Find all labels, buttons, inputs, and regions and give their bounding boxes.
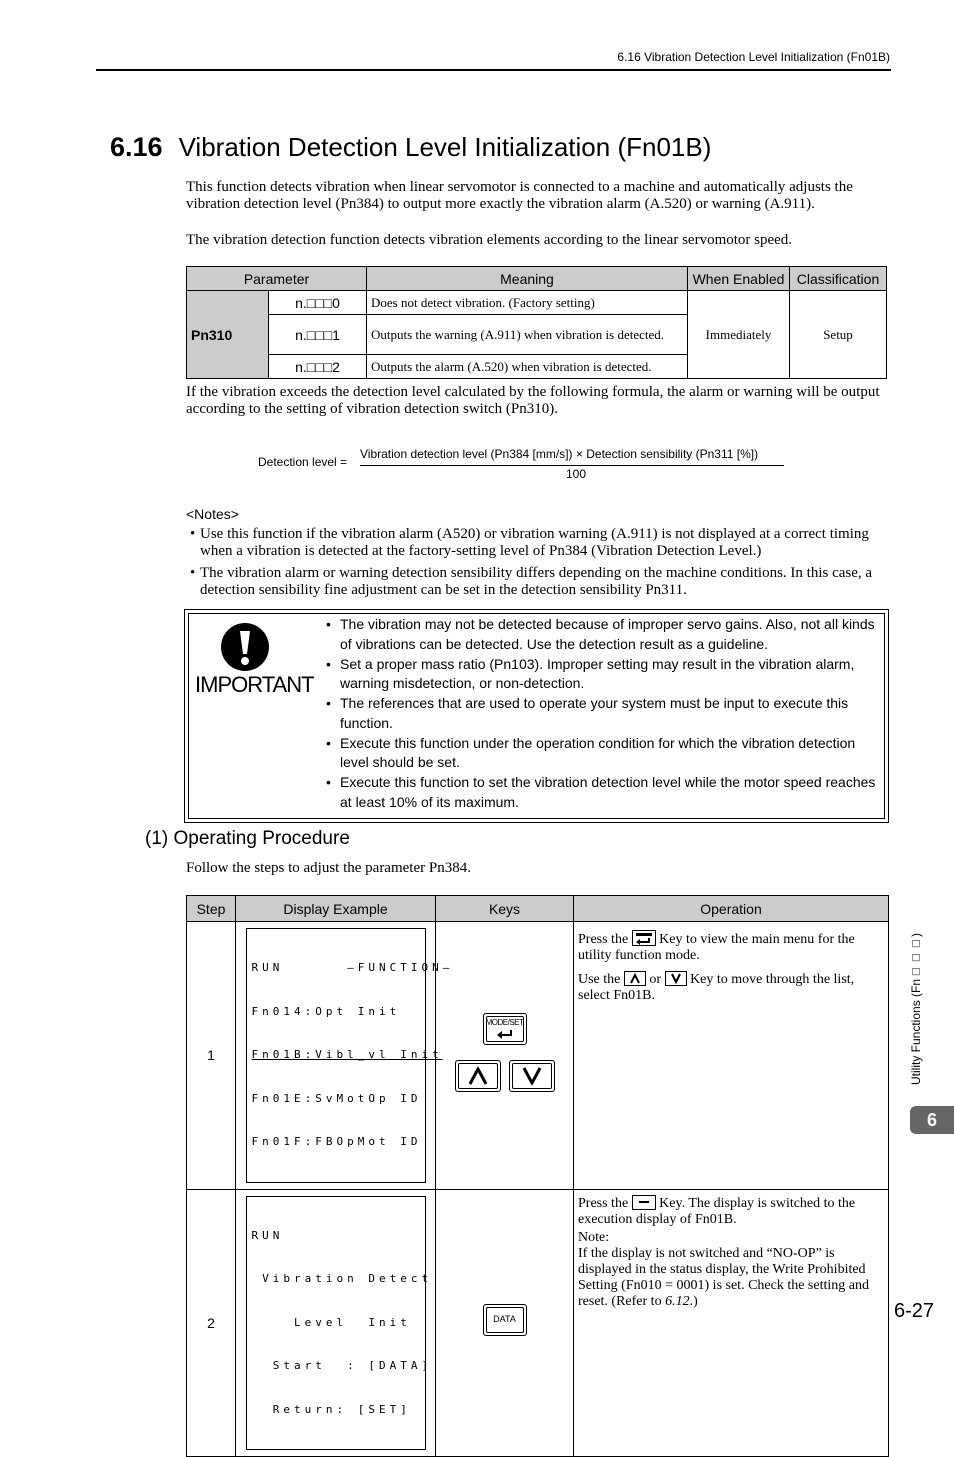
intro-paragraph: This function detects vibration when linear servomotor is connected to a machine and automatically adjusts the vibration detection level (Pn384) to output more exactly the vibration alarm (A.520) or warning (A.911). [186,179,853,212]
lcd-display [246,928,454,1183]
display-cell [236,922,454,1190]
important-item-text: Execute this function under the operation condition for which the vibration detection level should be set. [340,734,856,770]
procedure-table [186,895,889,1457]
section-title [110,132,711,163]
important-item-text: Set a proper mass ratio (Pn103). Improper setting may result in the vibration alarm, warning misdetection, or non-detection. [340,655,855,691]
chapter-tab: 6 [910,1106,954,1134]
section-number: 6.16 [110,132,163,162]
operation-text-part: Press the [578,1195,629,1211]
important-item-text: The vibration may not be detected because of improper servo gains. Also, not all kinds of vibrations can be detected. Use the detection result as a guideline. [340,616,875,652]
operation-text [578,1195,884,1228]
bullet-icon: • [326,655,331,672]
table-row [187,922,889,1190]
bullet-icon: • [326,734,331,751]
lcd-line: RUN [251,1228,284,1242]
return-arrow-icon [496,1029,514,1039]
notes-item [190,565,890,599]
operation-cell [574,1189,889,1457]
lcd-line: RUN –FUNCTION– [251,961,454,974]
header-keys: Keys [436,896,574,922]
operation-text [578,971,884,1004]
parameter-table [186,266,887,379]
notes-heading: <Notes> [186,506,239,522]
data-key[interactable] [483,1304,527,1336]
after-table-paragraph: If the vibration exceeds the detection level calculated by the following formula, the alarm or warning will be output according to the setting of vibration detection switch (Pn310). [186,384,880,417]
down-key-icon [665,971,687,986]
important-item [326,773,876,812]
header-parameter: Parameter [187,267,367,291]
operation-text-part: Use the [578,972,621,987]
important-box [184,609,889,823]
table-row [187,1189,889,1457]
keys-cell [436,922,574,1190]
procedure-table-header [187,896,889,922]
operation-text-part: Press the [578,932,629,947]
formula-label: Detection level = [258,455,348,469]
important-item [326,694,876,733]
header-rule [96,69,891,71]
important-item [326,734,876,773]
operation-text-part: If the display is not switched and “NO-OP” is displayed in the status display, the Write Prohibited Setting (Fn010 = 0001) is set. Check the setting and reset. (Refer to [578,1245,869,1309]
table-row [187,291,887,315]
param-meaning: Does not detect vibration. (Factory setting) [367,291,688,315]
page-number: 6-27 [894,1300,935,1322]
detection-paragraph: The vibration detection function detects vibration elements according to the linear servomotor speed. [186,232,793,248]
notes-item [190,526,890,560]
operation-text [578,930,884,964]
mode-set-key[interactable] [483,1013,527,1045]
lcd-line: Fn01F:FBOpMot ID [251,1135,422,1148]
chapter-side-label: Utility Functions (Fn□□□) [909,932,923,1085]
operation-cell [574,922,889,1190]
bullet-icon: • [190,526,196,542]
important-item-text: The references that are used to operate your system must be input to execute this function. [340,695,849,731]
param-name: Pn310 [187,291,269,379]
up-arrow-icon [468,1067,488,1085]
param-value: n.□□□0 [269,291,367,315]
operation-text-part: or [649,972,662,987]
formula-numerator: Vibration detection level (Pn384 [mm/s]) × Detection sensibility (Pn311 [%]) [360,447,759,461]
bullet-icon: • [326,616,331,632]
bullet-icon: • [190,565,196,581]
header-when-enabled: When Enabled [688,267,790,291]
bullet-icon: • [326,774,331,790]
step-number: 1 [187,922,236,1190]
important-label: IMPORTANT [195,672,314,697]
important-item [326,655,876,694]
important-item-text: Execute this function to set the vibration detection level while the motor speed reaches at least 10% of its maximum. [340,774,876,810]
formula-fraction-bar [360,465,784,466]
data-key-label: DATA [493,1314,516,1325]
lcd-line: Vibration Detect [251,1272,433,1285]
lcd-line: Fn01E:SvMotOp ID [251,1091,422,1105]
lcd-line: Start : [DATA] [251,1359,433,1372]
exclamation-icon [221,623,269,671]
cross-reference-link[interactable]: 6.12 [665,1293,690,1309]
operation-text-part: Key. The display is switched to the execution display of Fn01B. [578,1195,856,1227]
header-classification: Classification [790,267,887,291]
keys-cell [436,1189,574,1457]
lcd-line: Level Init [251,1315,411,1329]
param-meaning: Outputs the alarm (A.520) when vibration is detected. [367,355,688,379]
param-value: n.□□□2 [269,355,367,379]
header-meaning: Meaning [367,267,688,291]
notes-item-text: The vibration alarm or warning detection sensibility differs depending on the machine conditions. In this case, a detection sensibility fine adjustment can be set in the detection sensibility Pn311. [200,565,873,598]
when-enabled-value: Immediately [688,291,790,379]
operation-text [578,1246,884,1310]
up-key-icon [624,971,646,986]
operation-text-part: .) [689,1293,698,1309]
bullet-icon: • [326,695,331,711]
lcd-line-text: Fn01B:Vibl_vl Init [251,1048,443,1061]
down-arrow-icon [522,1067,542,1085]
operation-text-part: Key to move through the list, select Fn01B. [578,972,855,1003]
lcd-line-selected [251,1048,443,1063]
important-item [326,615,876,654]
step-number: 2 [187,1189,236,1457]
formula-denominator: 100 [566,467,587,481]
lcd-line: Fn014:Opt Init [251,1004,401,1018]
param-value: n.□□□1 [269,315,367,355]
section-title-text: Vibration Detection Level Initialization (Fn01B) [178,132,712,162]
procedure-heading: (1) Operating Procedure [145,828,350,849]
operation-note-label: Note: [578,1229,610,1245]
header-display-example: Display Example [236,896,436,922]
param-meaning: Outputs the warning (A.911) when vibration is detected. [367,315,688,355]
running-header: 6.16 Vibration Detection Level Initialization (Fn01B) [617,50,890,64]
display-cell [236,1189,436,1457]
classification-value: Setup [790,291,887,379]
procedure-intro: Follow the steps to adjust the parameter Pn384. [186,860,471,876]
important-list [326,615,876,813]
param-table-header [187,267,887,291]
data-key-icon [632,1195,656,1210]
notes-item-text: Use this function if the vibration alarm (A520) or vibration warning (A.911) is not displayed at a correct timing when a vibration is detected at the factory-setting level of Pn384 (Vibration Detection Level.) [200,526,869,559]
mode-set-key-icon [632,930,656,946]
lcd-display [246,1196,433,1451]
mode-set-key-label: MODE/SET [485,1018,524,1028]
header-step: Step [187,896,236,922]
operation-text-part: Key to view the main menu for the utility function mode. [578,932,855,963]
down-key[interactable] [509,1060,555,1092]
lcd-line: Return: [SET] [251,1402,411,1416]
header-operation: Operation [574,896,889,922]
up-key[interactable] [455,1060,501,1092]
